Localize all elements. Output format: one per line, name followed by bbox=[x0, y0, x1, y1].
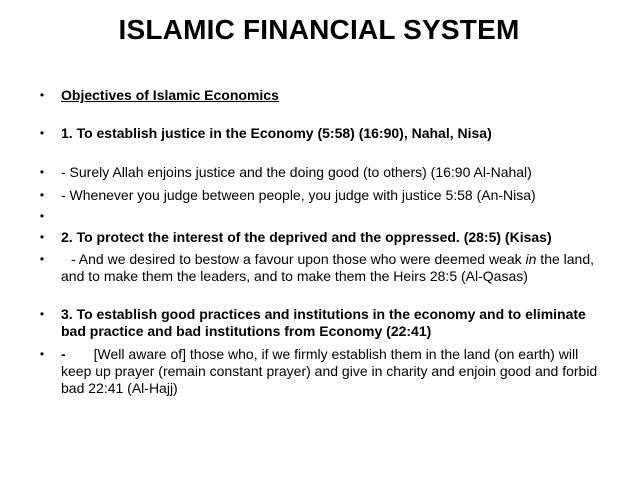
objectives-heading: Objectives of Islamic Economics bbox=[61, 87, 279, 103]
quote-16-90-text: - Surely Allah enjoins justice and the doing good (to others) (16:90 Al-Nahal) bbox=[61, 164, 532, 180]
bullet-dot: • bbox=[39, 252, 45, 266]
bullet-dot: • bbox=[39, 307, 45, 321]
quote-28-5-text bbox=[61, 251, 601, 285]
bullet-dot: • bbox=[39, 230, 45, 244]
quote-22-41-text bbox=[61, 346, 601, 397]
quote-22-41-dash: - bbox=[61, 346, 66, 362]
quote-28-5-dash: - bbox=[71, 251, 76, 267]
bullet-dot: • bbox=[39, 88, 45, 102]
quote-22-41-body: [Well aware of] those who, if we firmly establish them in the land (on earth) will keep up prayer (remain constant prayer) and give in charity and enjoin good and forbid bad 22:41 (Al-Hajj) bbox=[61, 346, 598, 396]
bullet-dot: • bbox=[39, 165, 45, 179]
quote-28-5-part2: the land, and to make them the leaders, and to make them the Heirs 28:5 (Al-Qasas) bbox=[61, 251, 595, 284]
quote-28-5-italic: in bbox=[525, 251, 537, 267]
quote-5-58-text: - Whenever you judge between people, you judge with justice 5:58 (An-Nisa) bbox=[61, 187, 536, 203]
quote-28-5-part1: And we desired to bestow a favour upon those who were deemed weak bbox=[78, 251, 526, 267]
objective-1-heading: 1. To establish justice in the Economy (5:58) (16:90), Nahal, Nisa) bbox=[61, 125, 492, 141]
bullet-dot: • bbox=[39, 126, 45, 140]
bullet-dot: • bbox=[39, 347, 45, 361]
bullet-dot: • bbox=[39, 209, 45, 223]
bullet-dot: • bbox=[39, 188, 45, 202]
objective-2-heading: 2. To protect the interest of the deprived and the oppressed. (28:5) (Kisas) bbox=[61, 229, 552, 245]
slide-title: ISLAMIC FINANCIAL SYSTEM bbox=[118, 14, 520, 45]
objective-3-heading: 3. To establish good practices and institutions in the economy and to eliminate bad practice and bad institutions from Economy (22:41) bbox=[61, 306, 586, 339]
